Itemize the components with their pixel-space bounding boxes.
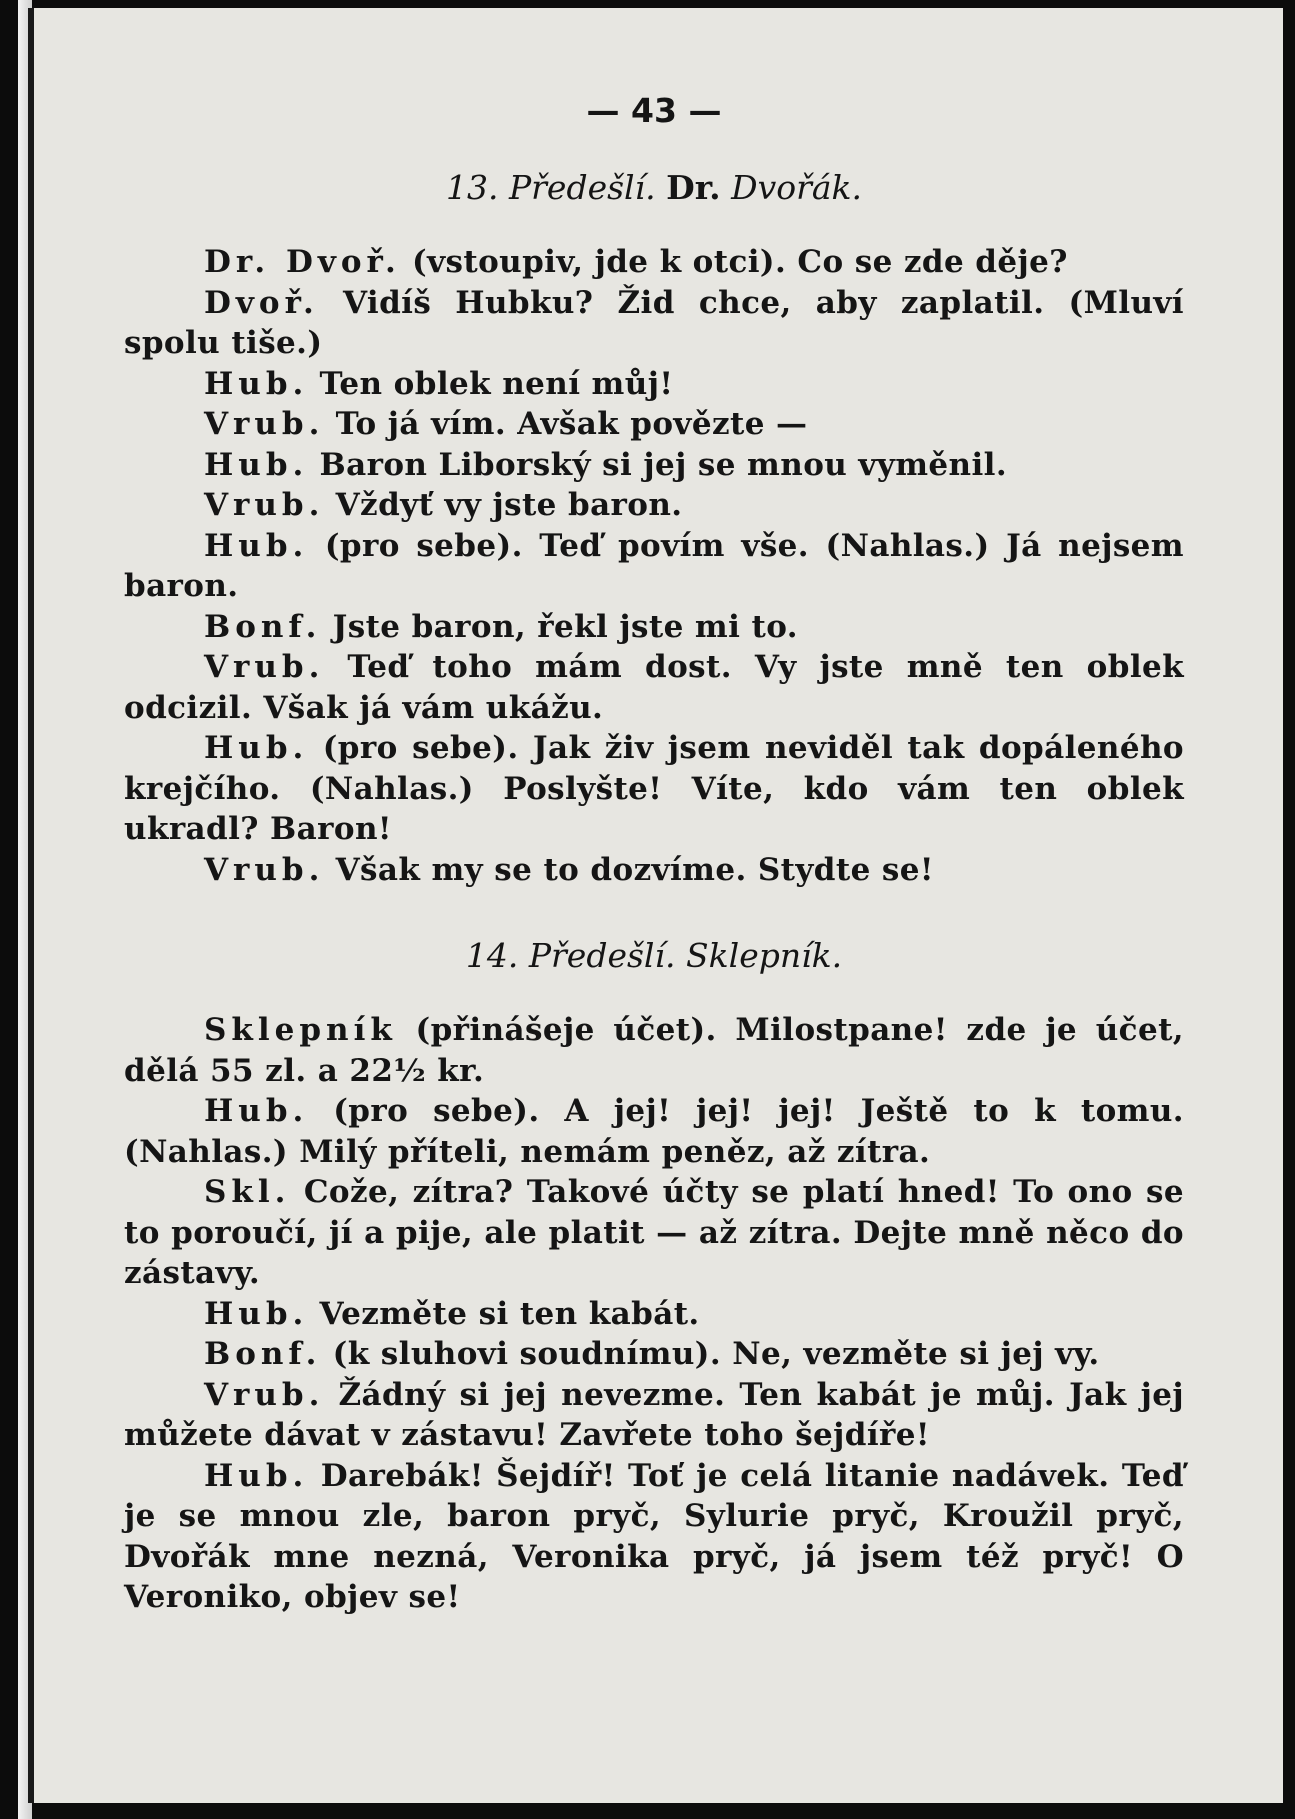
speaker: Vrub. xyxy=(204,1376,325,1413)
speaker: Vrub. xyxy=(204,487,325,523)
dialogue-line xyxy=(124,1334,1184,1375)
scene-14-heading-a: Předešlí. xyxy=(528,936,676,975)
line-text: (pro sebe). Teď povím vše. (Nahlas.) Já nejsem baron. xyxy=(124,527,1185,604)
line-text: Vezměte si ten kabát. xyxy=(319,1295,700,1332)
scene-13-heading-a: Předešlí. xyxy=(508,168,656,207)
speaker: Vrub. xyxy=(204,406,325,442)
speaker: Bonf. xyxy=(204,1336,322,1372)
dialogue-line xyxy=(124,728,1184,850)
line-text: Ten oblek není můj! xyxy=(319,365,674,402)
speaker: Hub. xyxy=(204,730,309,766)
scene-gap xyxy=(124,890,1184,930)
line-text: Žádný si jej nevezme. Ten kabát je můj. Jak jej můžete dávat v zástavu! Zavřete toho šejdíře! xyxy=(124,1376,1184,1453)
dialogue-line xyxy=(124,364,1184,405)
scene-14-heading-b: Sklepník. xyxy=(686,936,843,975)
dialogue-line xyxy=(124,1172,1184,1294)
line-text: (vstoupiv, jde k otci). Co se zde děje? xyxy=(412,244,1068,280)
speaker: Hub. xyxy=(204,365,309,402)
speaker: Hub. xyxy=(204,1295,309,1332)
line-text: Teď toho mám dost. Vy jste mně ten oblek odcizil. Však já vám ukážu. xyxy=(124,649,1184,726)
dialogue-line xyxy=(124,607,1184,648)
line-text: (pro sebe). Jak živ jsem neviděl tak dopáleného krejčího. (Nahlas.) Poslyšte! Víte, kdo vám ten oblek ukradl? Baron! xyxy=(124,730,1184,847)
line-text: Cože, zítra? Takové účty se platí hned! To ono se to poroučí, jí a pije, ale platit — až zítra. Dejte mně něco do zástavy. xyxy=(124,1174,1184,1291)
dialogue-line xyxy=(124,1375,1184,1456)
line-text: To já vím. Avšak povězte — xyxy=(335,406,808,442)
line-text: Baron Liborský si jej se mnou vyměnil. xyxy=(319,446,1008,483)
line-text: (pro sebe). A jej! jej! jej! Ještě to k tomu. (Nahlas.) Milý příteli, nemám peněz, až zítra. xyxy=(124,1093,1184,1170)
speaker: Vrub. xyxy=(204,649,325,685)
speaker: Hub. xyxy=(204,446,309,483)
dialogue-line xyxy=(124,404,1184,445)
scene-13-heading xyxy=(124,162,1184,214)
line-text: (k sluhovi soudnímu). Ne, vezměte si jej vy. xyxy=(332,1336,1100,1372)
line-text: Vidíš Hubku? Žid chce, aby zaplatil. (Mluví spolu tiše.) xyxy=(124,284,1184,361)
scene-13-heading-b: Dr. xyxy=(666,168,721,207)
page-number: — 43 — xyxy=(586,91,722,130)
book-page xyxy=(28,8,1283,1803)
dialogue-line xyxy=(124,1294,1184,1335)
line-text: Jste baron, řekl jste mi to. xyxy=(332,608,798,645)
dialogue-line xyxy=(124,1010,1184,1091)
speaker: Dvoř. xyxy=(204,284,319,321)
speaker: Hub. xyxy=(204,527,309,564)
line-text: Však my se to dozvíme. Stydte se! xyxy=(335,851,934,888)
line-text: (přinášeje účet). Milostpane! zde je účet, dělá 55 zl. a 22½ kr. xyxy=(124,1012,1184,1089)
dialogue-line xyxy=(124,1456,1184,1618)
line-text: Darebák! Šejdíř! Toť je celá litanie nadávek. Teď je se mnou zle, baron pryč, Sylurie pryč, Kroužil pryč, Dvořák mne nezná, Veronika pryč, já jsem též pryč! O Veroniko, objev se! xyxy=(124,1457,1184,1615)
speaker: Skl. xyxy=(204,1174,291,1210)
scene-14-heading xyxy=(124,930,1184,982)
line-text: Vždyť vy jste baron. xyxy=(335,487,683,523)
speaker: Hub. xyxy=(204,1457,309,1494)
dialogue-line xyxy=(124,1091,1184,1172)
scene-13-number: 13. xyxy=(445,168,499,207)
dialogue-line xyxy=(124,242,1184,283)
scene-14-dialogue xyxy=(124,1010,1184,1618)
scene-13-dialogue xyxy=(124,242,1184,890)
dialogue-line xyxy=(124,526,1184,607)
dialogue-line xyxy=(124,850,1184,891)
speaker: Vrub. xyxy=(204,851,325,888)
dialogue-line xyxy=(124,445,1184,486)
dialogue-line xyxy=(124,485,1184,526)
speaker: Bonf. xyxy=(204,608,322,645)
scene-14-number: 14. xyxy=(465,936,519,975)
speaker: Sklepník xyxy=(204,1012,397,1048)
speaker: Hub. xyxy=(204,1093,309,1129)
scene-13-heading-c: Dvořák. xyxy=(731,168,863,207)
speaker: Dr. Dvoř. xyxy=(204,244,401,280)
page-text xyxy=(124,88,1184,1618)
dialogue-line xyxy=(124,647,1184,728)
dialogue-line xyxy=(124,283,1184,364)
